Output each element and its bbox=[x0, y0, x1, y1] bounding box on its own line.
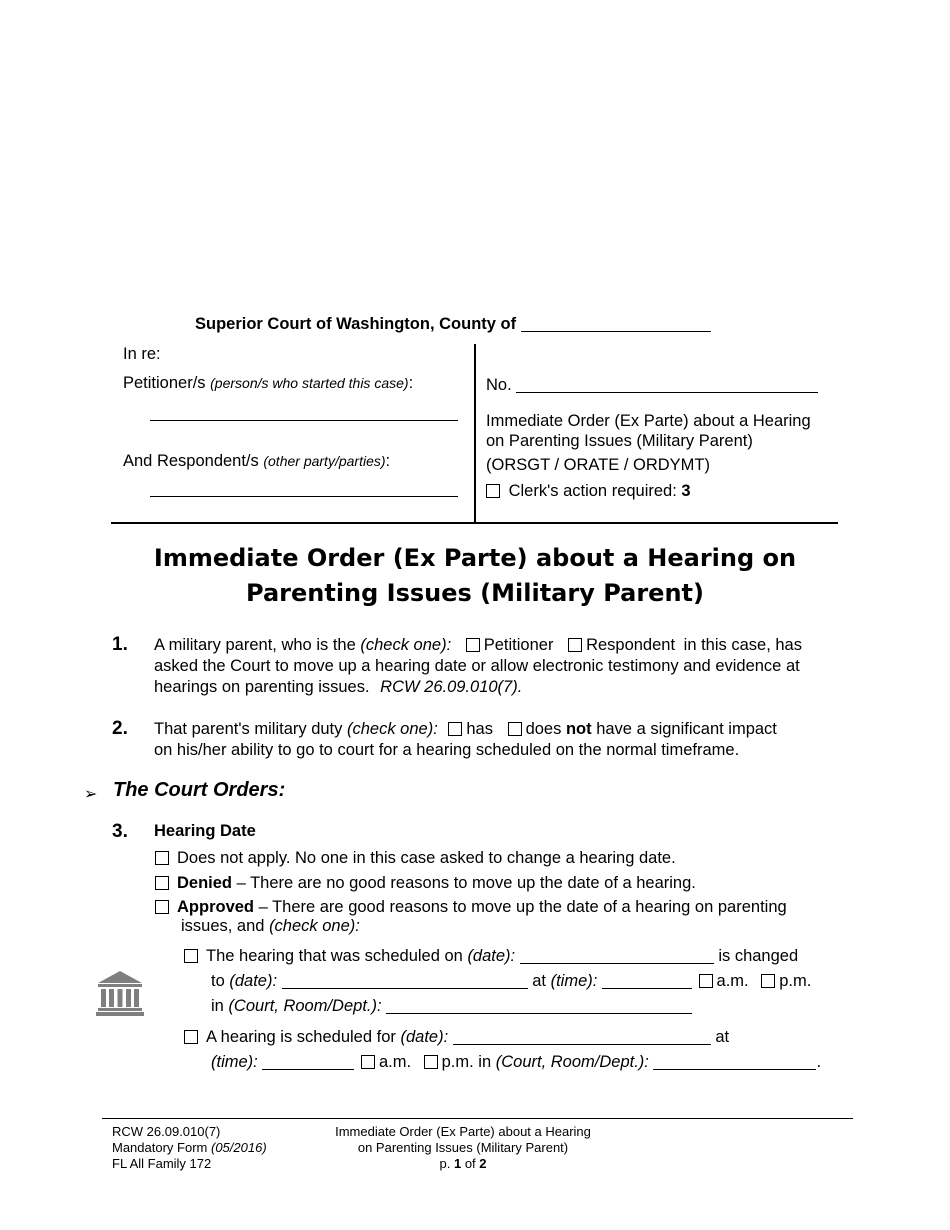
opt3-text: – There are good reasons to move up the date of a hearing on parenting bbox=[258, 898, 787, 916]
section-1-line2: asked the Court to move up a hearing date or allow electronic testimony and evidence at bbox=[154, 657, 800, 675]
court-heading bbox=[195, 315, 711, 334]
section-1-line1 bbox=[154, 636, 802, 655]
courthouse-icon bbox=[96, 970, 144, 1023]
respondent-label bbox=[123, 452, 390, 471]
in-re: In re: bbox=[123, 345, 161, 363]
new-time-field[interactable] bbox=[602, 988, 692, 989]
sub1-at: at bbox=[532, 972, 546, 990]
footer-page-total: 2 bbox=[479, 1156, 487, 1171]
respondent-text: And Respondent/s bbox=[123, 452, 259, 470]
opt3-check-one: (check one): bbox=[269, 917, 360, 935]
caption-divider bbox=[474, 344, 476, 524]
case-number-field[interactable] bbox=[516, 392, 818, 393]
s1-text-a: A military parent, who is the bbox=[154, 636, 356, 654]
petitioner-note: (person/s who started this case) bbox=[210, 375, 409, 391]
sub1-pm: p.m. bbox=[779, 972, 812, 990]
footer-page-p: p. bbox=[439, 1156, 451, 1171]
sub-option-changed-line3 bbox=[211, 997, 692, 1016]
sub1-am: a.m. bbox=[716, 972, 749, 990]
s2-does-label: does bbox=[525, 720, 562, 738]
option-approved bbox=[154, 898, 787, 917]
new-court-room-field[interactable] bbox=[386, 1013, 692, 1014]
case-no-label: No. bbox=[486, 376, 512, 394]
option-approved-line2 bbox=[181, 917, 360, 936]
petitioner-text: Petitioner/s bbox=[123, 374, 206, 392]
opt2-text: – There are no good reasons to move up the date of a hearing. bbox=[236, 874, 696, 892]
footer-form-number: FL All Family 172 bbox=[112, 1156, 212, 1171]
sub2-date-label: (date): bbox=[400, 1028, 449, 1046]
sub2-pm-in: p.m. in bbox=[441, 1053, 492, 1071]
footer-page-of: of bbox=[464, 1156, 476, 1171]
form-title-line2: on Parenting Issues (Military Parent) bbox=[486, 432, 753, 450]
s2-check-one: (check one): bbox=[346, 720, 438, 738]
page-title-line2: Parenting Issues (Military Parent) bbox=[246, 579, 704, 607]
caption-form-title bbox=[486, 411, 811, 451]
scheduled-am-checkbox[interactable] bbox=[361, 1055, 375, 1069]
footer-mandatory-text: Mandatory Form bbox=[112, 1140, 208, 1155]
footer-title-line1: Immediate Order (Ex Parte) about a Hearing bbox=[335, 1124, 591, 1139]
approved-checkbox[interactable] bbox=[155, 900, 169, 914]
has-checkbox[interactable] bbox=[448, 722, 462, 736]
clerk-number: 3 bbox=[681, 482, 691, 500]
s1-check-one: (check one): bbox=[360, 636, 452, 654]
sub1-is-changed: is changed bbox=[718, 947, 799, 965]
clerk-action bbox=[486, 482, 691, 501]
opt1-text: Does not apply. No one in this case asked to change a hearing date. bbox=[177, 849, 676, 867]
scheduled-date-field[interactable] bbox=[453, 1044, 711, 1045]
footer-center bbox=[313, 1124, 613, 1172]
sub-option-changed-line1 bbox=[183, 947, 798, 966]
new-time-am-checkbox[interactable] bbox=[699, 974, 713, 988]
footer-rcw: RCW 26.09.010(7) bbox=[112, 1124, 221, 1139]
respondent-note: (other party/parties) bbox=[263, 453, 386, 469]
s1-line3-text: hearings on parenting issues. bbox=[154, 678, 370, 696]
opt2-bold: Denied bbox=[177, 874, 233, 892]
opt3-line2: issues, and bbox=[181, 917, 265, 935]
sub1-text: The hearing that was scheduled on bbox=[206, 947, 463, 965]
clerk-label: Clerk's action required: bbox=[508, 482, 677, 500]
sub-option-scheduled-line2 bbox=[211, 1053, 821, 1072]
sub1-new-date-label: (date): bbox=[229, 972, 278, 990]
does-not-apply-checkbox[interactable] bbox=[155, 851, 169, 865]
respondent-checkbox[interactable] bbox=[568, 638, 582, 652]
sub2-text: A hearing is scheduled for bbox=[206, 1028, 396, 1046]
page-title-line1: Immediate Order (Ex Parte) about a Hearing on bbox=[153, 544, 797, 572]
case-number bbox=[486, 376, 818, 395]
section-3-number: 3. bbox=[112, 821, 128, 842]
sub2-court-room-label: (Court, Room/Dept.): bbox=[495, 1053, 649, 1071]
option-does-not-apply bbox=[154, 849, 676, 868]
petitioner-name-field[interactable] bbox=[150, 420, 458, 421]
petitioner-label bbox=[123, 374, 413, 393]
county-field[interactable] bbox=[521, 331, 711, 332]
scheduled-time-field[interactable] bbox=[262, 1069, 354, 1070]
footer-rule bbox=[102, 1118, 853, 1119]
sub2-am: a.m. bbox=[378, 1053, 412, 1071]
section-3-heading: Hearing Date bbox=[154, 822, 256, 840]
sub1-time-label: (time): bbox=[550, 972, 598, 990]
court-label: Superior Court of Washington, County of bbox=[195, 315, 517, 333]
s1-text-b: in this case, has bbox=[683, 636, 802, 654]
petitioner-checkbox[interactable] bbox=[466, 638, 480, 652]
hearing-scheduled-checkbox[interactable] bbox=[184, 1030, 198, 1044]
hearing-changed-checkbox[interactable] bbox=[184, 949, 198, 963]
sub2-time-label: (time): bbox=[211, 1053, 258, 1071]
s2-text-b: have a significant impact bbox=[596, 720, 777, 738]
scheduled-court-room-field[interactable] bbox=[653, 1069, 816, 1070]
arrowhead-bullet-icon: ➢ bbox=[84, 786, 98, 803]
petitioner-colon: : bbox=[408, 374, 414, 392]
sub2-at: at bbox=[715, 1028, 730, 1046]
sub-option-scheduled-line1 bbox=[183, 1028, 729, 1047]
section-2-number: 2. bbox=[112, 718, 128, 739]
respondent-colon: : bbox=[385, 452, 391, 470]
footer-mandatory bbox=[112, 1140, 267, 1156]
s1-rcw: RCW 26.09.010(7). bbox=[380, 678, 523, 696]
sub1-date-label: (date): bbox=[467, 947, 516, 965]
footer-page-number bbox=[313, 1156, 613, 1172]
s2-not: not bbox=[565, 720, 592, 738]
form-title-line1: Immediate Order (Ex Parte) about a Hearing bbox=[486, 412, 811, 430]
section-1-number: 1. bbox=[112, 634, 128, 655]
footer-left bbox=[112, 1124, 267, 1172]
opt3-bold: Approved bbox=[177, 898, 255, 916]
section-2-line2: on his/her ability to go to court for a hearing scheduled on the normal timeframe. bbox=[154, 741, 740, 759]
original-date-field[interactable] bbox=[520, 963, 714, 964]
section-1-line3 bbox=[154, 678, 522, 697]
denied-checkbox[interactable] bbox=[155, 876, 169, 890]
s1-petitioner-label: Petitioner bbox=[483, 636, 554, 654]
does-not-checkbox[interactable] bbox=[508, 722, 522, 736]
section-2-line1 bbox=[154, 720, 777, 739]
option-denied bbox=[154, 874, 696, 893]
sub1-in: in bbox=[211, 997, 224, 1015]
footer-page-current: 1 bbox=[453, 1156, 462, 1171]
form-codes: (ORSGT / ORATE / ORDYMT) bbox=[486, 456, 710, 474]
sub1-court-room-label: (Court, Room/Dept.): bbox=[228, 997, 382, 1015]
sub1-to: to bbox=[211, 972, 225, 990]
footer-form-date: (05/2016) bbox=[211, 1140, 267, 1155]
s2-text-a: That parent's military duty bbox=[154, 720, 343, 738]
footer-title-line2: on Parenting Issues (Military Parent) bbox=[357, 1140, 569, 1155]
new-time-pm-checkbox[interactable] bbox=[761, 974, 775, 988]
scheduled-pm-checkbox[interactable] bbox=[424, 1055, 438, 1069]
clerk-checkbox[interactable] bbox=[486, 484, 500, 498]
sub2-period: . bbox=[816, 1053, 822, 1071]
s2-has-label: has bbox=[466, 720, 493, 738]
sub-option-changed-line2 bbox=[211, 972, 811, 991]
new-date-field[interactable] bbox=[282, 988, 528, 989]
respondent-name-field[interactable] bbox=[150, 496, 458, 497]
caption-bottom-rule bbox=[111, 522, 838, 524]
s1-respondent-label: Respondent bbox=[586, 636, 676, 654]
court-orders-heading: The Court Orders: bbox=[113, 779, 286, 801]
